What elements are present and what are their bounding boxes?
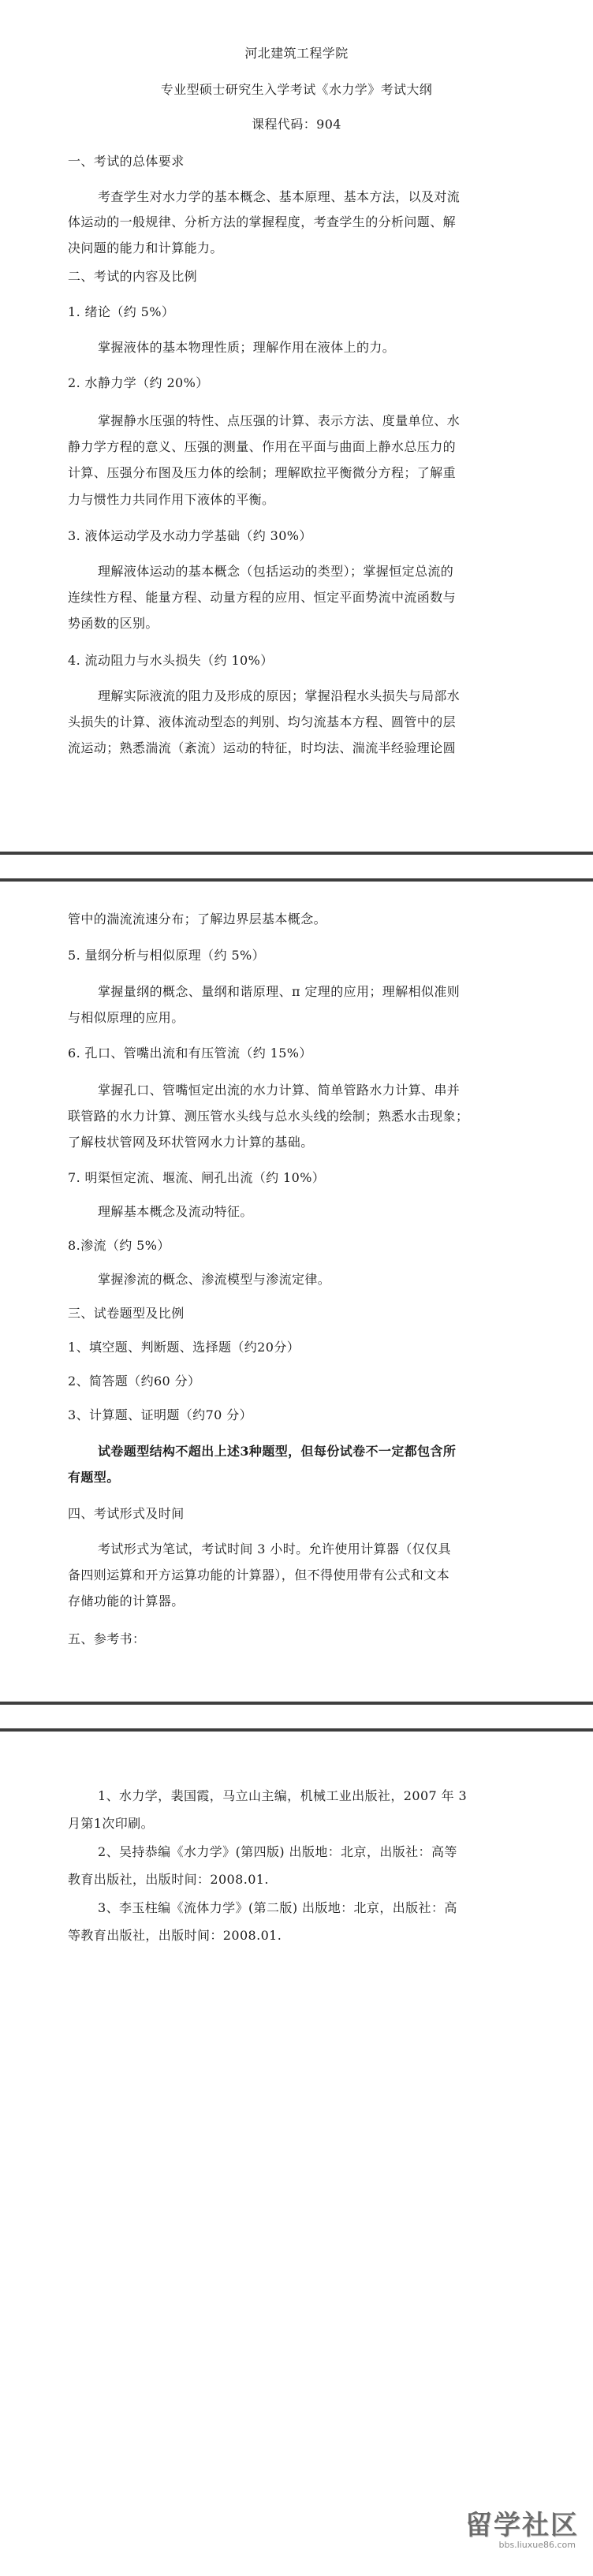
paragraph-line: 考查学生对水力学的基本概念、基本原理、基本方法，以及对流 [98,189,461,204]
paragraph-line: 理解基本概念及流动特征。 [98,1204,253,1219]
paragraph-line: 掌握静水压强的特性、点压强的计算、表示方法、度量单位、水 [98,413,461,428]
reference-item-cont: 等教育出版社，出版时间：2008.01. [68,1928,282,1943]
list-item: 1、填空题、判断题、选择题（约20分） [68,1340,300,1355]
reference-item-cont: 教育出版社，出版时间：2008.01. [68,1872,269,1887]
document-page-3 [0,1732,593,2576]
paragraph-line: 掌握渗流的概念、渗流模型与渗流定律。 [98,1272,331,1287]
section-heading-4: 四、考试形式及时间 [68,1506,185,1521]
paragraph-line: 决问题的能力和计算能力。 [68,240,223,255]
exam-title: 专业型硕士研究生入学考试《水力学》考试大纲 [160,82,433,97]
subsection-heading: 8.渗流（约 5%） [68,1238,170,1253]
paragraph-line: 联管路的水力计算、测压管水头线与总水头线的绘制；熟悉水击现象； [68,1109,469,1124]
paragraph-line: 流运动；熟悉湍流（紊流）运动的特征，时均法、湍流半经验理论圆 [68,740,457,755]
section-heading-1: 一、考试的总体要求 [68,154,185,169]
bold-note-line: 有题型。 [68,1470,120,1485]
paragraph-line: 管中的湍流流速分布；了解边界层基本概念。 [68,911,327,926]
paragraph-line: 理解液体运动的基本概念（包括运动的类型）；掌握恒定总流的 [98,564,454,579]
subsection-heading: 3. 液体运动学及水动力学基础（约 30%） [68,528,312,543]
page-separator [0,1702,593,1732]
section-heading-2: 二、考试的内容及比例 [68,269,198,284]
reference-item: 3、李玉柱编《流体力学》(第二版) 出版地：北京，出版社：高 [98,1900,457,1915]
watermark-brand: 留学社区 [465,2510,579,2541]
course-code: 课程代码：904 [252,117,341,132]
paragraph-line: 掌握量纲的概念、量纲和谐原理、π 定理的应用；理解相似准则 [98,984,461,999]
paragraph-line: 了解枝状管网及环状管网水力计算的基础。 [68,1135,314,1150]
subsection-heading: 6. 孔口、管嘴出流和有压管流（约 15%） [68,1046,312,1061]
page-separator [0,852,593,882]
paragraph-line: 掌握孔口、管嘴恒定出流的水力计算、简单管路水力计算、串并 [98,1083,461,1098]
reference-item: 2、吴持恭编《水力学》(第四版) 出版地：北京，出版社：高等 [98,1844,457,1859]
paragraph-line: 力与惯性力共同作用下液体的平衡。 [68,492,275,507]
subsection-heading: 7. 明渠恒定流、堰流、闸孔出流（约 10%） [68,1170,326,1185]
paragraph-line: 理解实际液流的阻力及形成的原因；掌握沿程水头损失与局部水 [98,688,461,703]
paragraph-line: 静力学方程的意义、压强的测量、作用在平面与曲面上静水总压力的 [68,439,457,454]
paragraph-line: 存储功能的计算器。 [68,1594,185,1609]
paragraph-line: 备四则运算和开方运算功能的计算器），但不得使用带有公式和文本 [68,1568,450,1583]
watermark-logo [445,2503,579,2559]
subsection-heading: 2. 水静力学（约 20%） [68,375,209,390]
school-title: 河北建筑工程学院 [244,46,349,61]
bold-note-line: 试卷题型结构不超出上述3种题型，但每份试卷不一定都包含所 [98,1444,457,1459]
list-item: 2、简答题（约60 分） [68,1374,201,1389]
paragraph-line: 计算、压强分布图及压力体的绘制；理解欧拉平衡微分方程；了解重 [68,465,457,480]
reference-item-cont: 月第1次印刷。 [68,1816,154,1831]
paragraph-line: 掌握液体的基本物理性质；理解作用在液体上的力。 [98,340,396,355]
subsection-heading: 5. 量纲分析与相似原理（约 5%） [68,948,266,963]
paragraph-line: 考试形式为笔试，考试时间 3 小时。允许使用计算器（仅仅具 [98,1541,451,1556]
section-heading-5: 五、参考书： [68,1631,146,1646]
reference-item: 1、水力学，裴国霞，马立山主编，机械工业出版社，2007 年 3 [98,1788,468,1803]
paragraph-line: 头损失的计算、液体流动型态的判别、均匀流基本方程、圆管中的层 [68,714,457,729]
subsection-heading: 4. 流动阻力与水头损失（约 10%） [68,653,274,668]
document-page-2 [0,882,593,1702]
list-item: 3、计算题、证明题（约70 分） [68,1407,253,1422]
section-heading-3: 三、试卷题型及比例 [68,1306,185,1321]
subsection-heading: 1. 绪论（约 5%） [68,304,175,319]
paragraph-line: 体运动的一般规律、分析方法的掌握程度，考查学生的分析问题、解 [68,214,457,229]
paragraph-line: 势函数的区别。 [68,616,159,631]
watermark-url: bbs.liuxue86.com [498,2540,576,2550]
paragraph-line: 与相似原理的应用。 [68,1010,185,1025]
document-page-1 [0,0,593,852]
paragraph-line: 连续性方程、能量方程、动量方程的应用、恒定平面势流中流函数与 [68,590,457,605]
